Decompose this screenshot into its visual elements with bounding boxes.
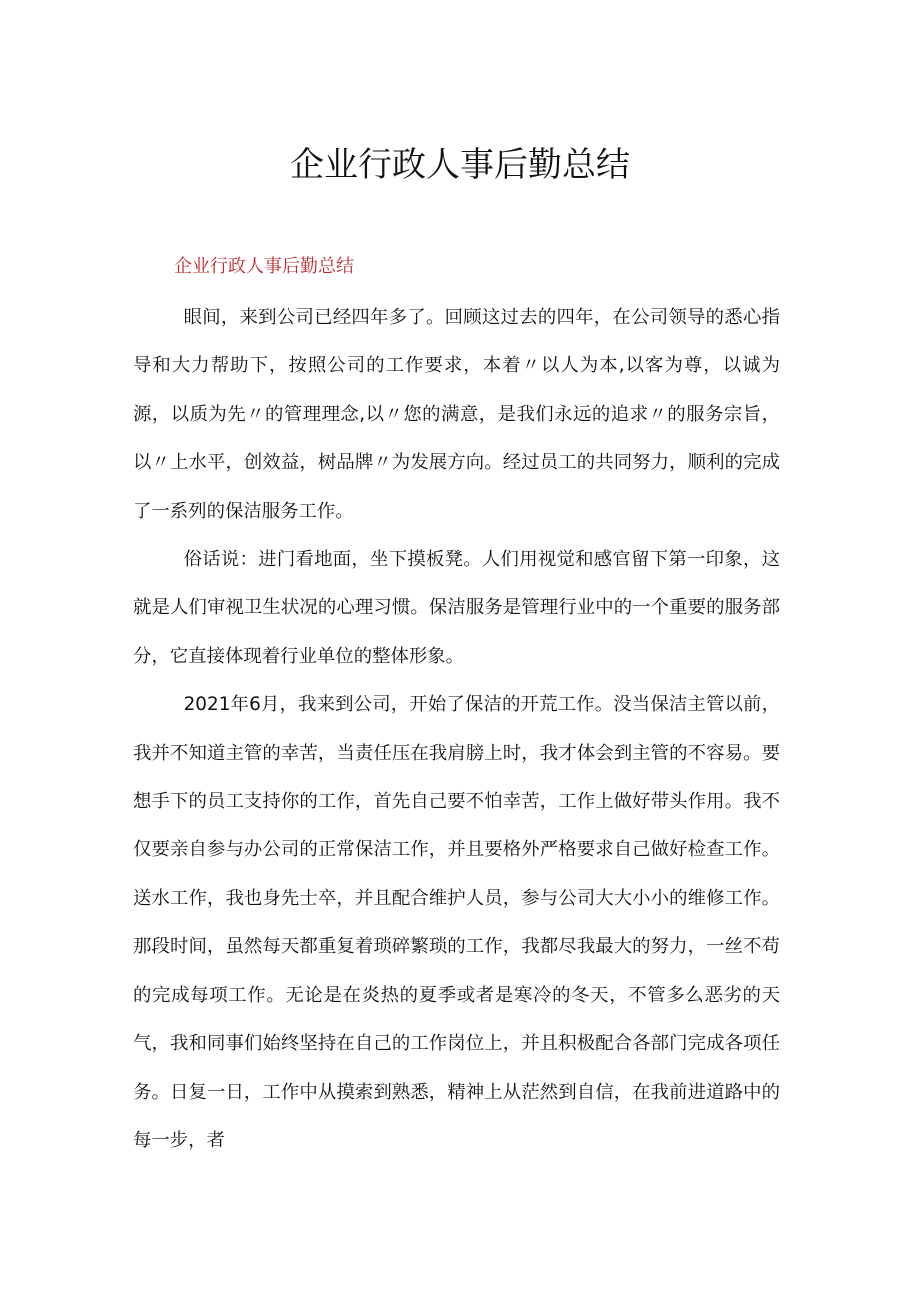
- document-title: 企业行政人事后勤总结: [290, 145, 630, 185]
- document-body: [133, 294, 780, 1165]
- paragraph-saying: 俗话说：进门看地面，坐下摸板凳。人们用视觉和感官留下第一印象，这就是人们审视卫生状况的心理习惯。保洁服务是管理行业中的一个重要的服务部分，它直接体现着行业单位的整体形象。: [133, 549, 780, 667]
- paragraph-intro: 眼间，来到公司已经四年多了。回顾这过去的四年，在公司领导的悉心指导和大力帮助下，按照公司的工作要求，本着〃以人为本,以客为尊，以诚为源，以质为先〃的管理理念,以〃您的满意，是我们永远的追求〃的服务宗旨，以〃上水平，创效益，树品牌〃为发展方向。经过员工的共同努力，顺利的完成了一系列的保洁服务工作。: [133, 307, 780, 522]
- paragraph-experience: 2021年6月，我来到公司，开始了保洁的开荒工作。没当保洁主管以前，我并不知道主管的幸苦，当责任压在我肩膀上时，我才体会到主管的不容易。要想手下的员工支持你的工作，首先自己要不怕幸苦，工作上做好带头作用。我不仅要亲自参与办公司的正常保洁工作，并且要格外严格要求自己做好检查工作。送水工作，我也身先士卒，并且配合维护人员，参与公司大大小小的维修工作。那段时间，虽然每天都重复着琐碎繁琐的工作，我都尽我最大的努力，一丝不苟的完成每项工作。无论是在炎热的夏季或者是寒冷的冬天，不管多么恶劣的天气，我和同事们始终坚持在自己的工作岗位上，并且积极配合各部门完成各项任务。日复一日，工作中从摸索到熟悉，精神上从茫然到自信，在我前进道路中的每一步，者: [133, 694, 780, 1151]
- document-subtitle: 企业行政人事后勤总结: [174, 256, 354, 277]
